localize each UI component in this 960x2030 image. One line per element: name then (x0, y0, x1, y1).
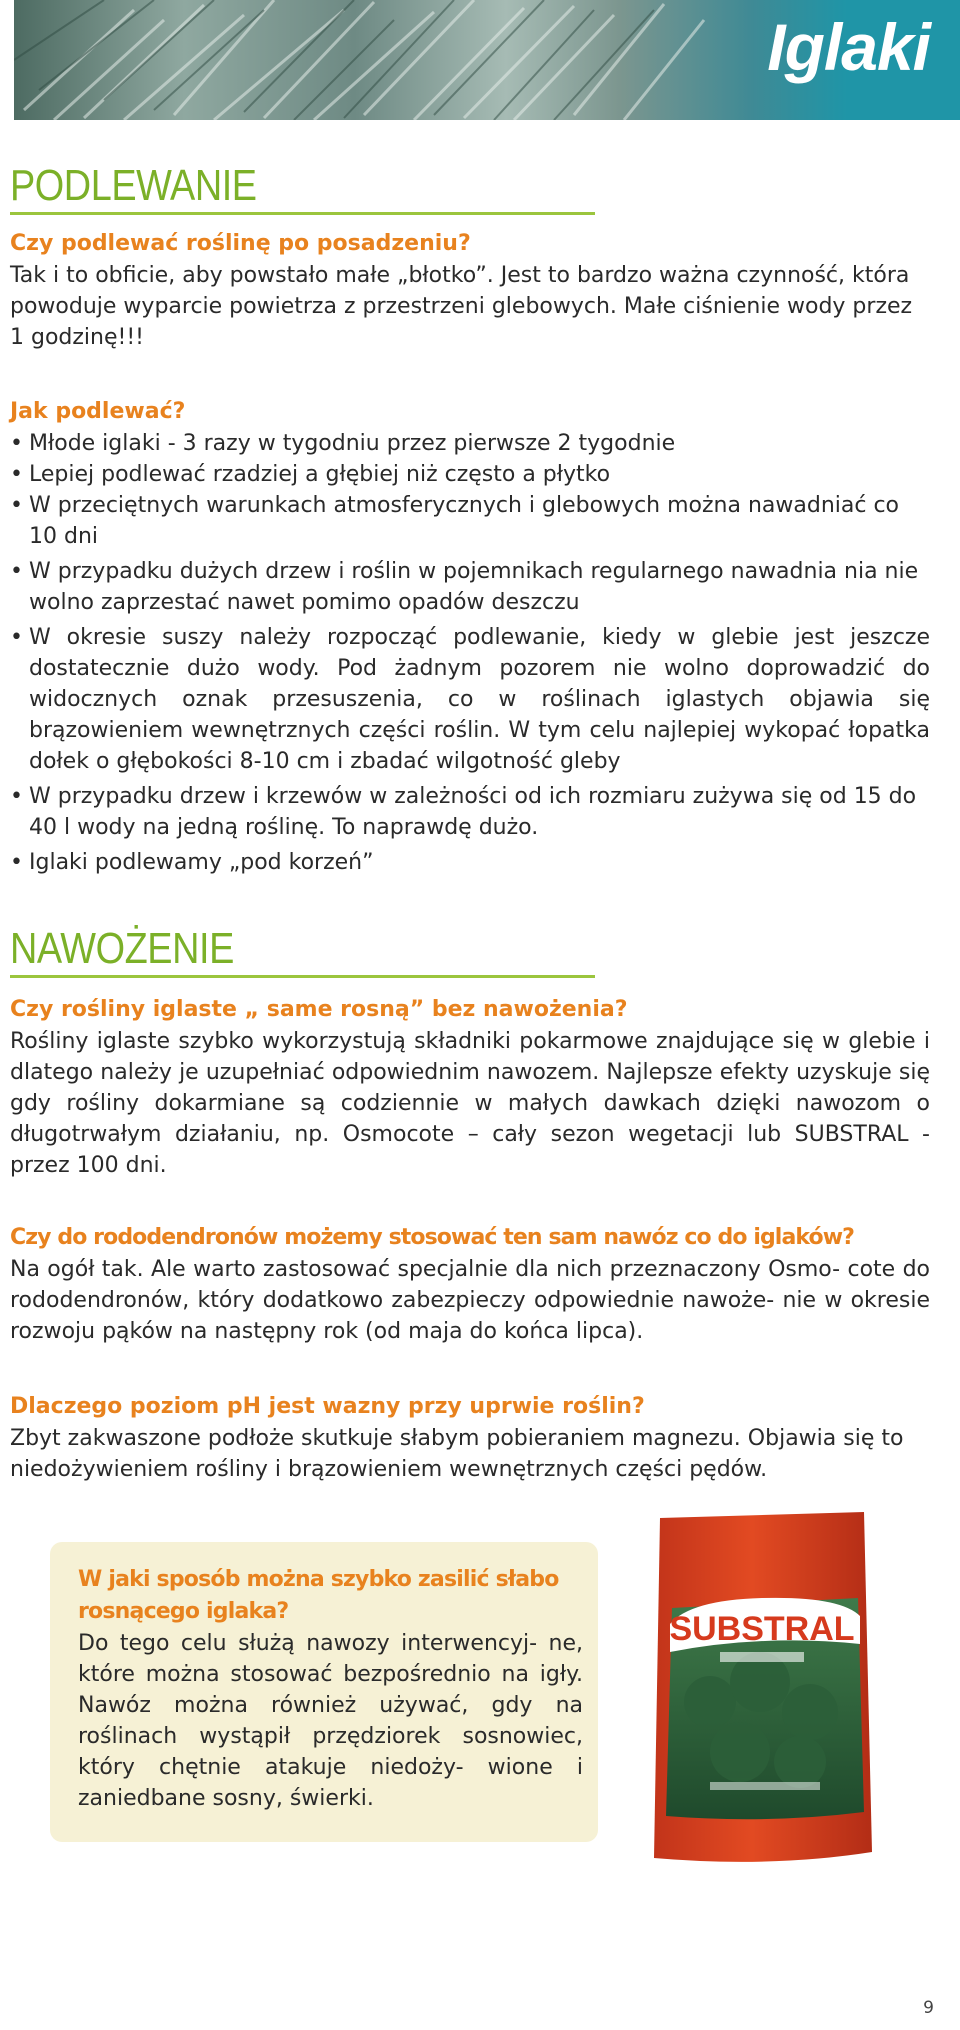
header-banner (14, 0, 960, 120)
answer-rhododendron-fertilizer: Na ogół tak. Ale warto zastosować specjalnie dla nich przeznaczony Osmo- cote do rododendronów, który dodatkowo zabezpieczy odpowiednie nawoże- nie w okresie rozwoju pąków na następny rok (od maja do końca lipca). (10, 1257, 930, 1344)
list-item: • W przypadku dużych drzew i roślin w pojemnikach regularnego nawadnia nia nie wolno zaprzestać nawet pomimo opadów deszczu (10, 559, 919, 615)
list-item: • W przypadku drzew i krzewów w zależności od ich rozmiaru zużywa się od 15 do 40 l wody na jedną roślinę. To naprawdę dużo. (10, 784, 917, 840)
question-rhododendron-fertilizer: Czy do rododendronów możemy stosować ten sam nawóz co do iglaków? (10, 1225, 855, 1250)
section-divider (10, 975, 595, 978)
question-watering-after-planting: Czy podlewać roślinę po posadzeniu? (10, 231, 471, 256)
tip-box-question: W jaki sposób można szybko zasilić słabo rosnącego iglaka? (78, 1567, 559, 1624)
section-title-watering: PODLEWANIE (10, 161, 257, 210)
list-item: • Iglaki podlewamy „pod korzeń” (10, 850, 374, 875)
page-number: 9 (923, 1998, 934, 2018)
section-divider (10, 212, 595, 215)
list-item: • Młode iglaki - 3 razy w tygodniu przez pierwsze 2 tygodnie (10, 431, 676, 456)
question-how-to-water: Jak podlewać? (10, 399, 186, 424)
answer-fertilizing-needed: Rośliny iglaste szybko wykorzystują składniki pokarmowe znajdujące się w glebie i dlatego należy je uzupełniać odpowiednim nawozem. Najlepsze efekty uzyskuje się gdy rośliny dokarmiane są codziennie w małych dawkach dzięki nawozom o długotrwałym działaniu, np. Osmocote – cały sezon wegetacji lub SUBSTRAL - przez 100 dni. (10, 1029, 930, 1178)
tip-box (50, 1542, 598, 1842)
answer-ph-importance: Zbyt zakwaszone podłoże skutkuje słabym pobieraniem magnezu. Objawia się to niedożywieniem rośliny i brązowieniem wewnętrznych części pędów. (10, 1426, 904, 1482)
list-item: • W okresie suszy należy rozpocząć podlewanie, kiedy w glebie jest jeszcze dostatecznie dużo wody. Pod żadnym pozorem nie wolno doprowadzić do widocznych oznak przesuszenia, co w roślinach iglastych objawia się brązowieniem wewnętrznych części roślin. W tym celu najlepiej wykopać łopatka dołek o głębokości 8-10 cm i zbadać wilgotność gleby (10, 625, 930, 774)
watering-tips-list (10, 428, 930, 878)
answer-watering-after-planting: Tak i to obficie, aby powstało małe „błotko”. Jest to bardzo ważna czynność, która powoduje wyparcie powietrza z przestrzeni glebowych. Małe ciśnienie wody przez 1 godzinę!!! (10, 263, 913, 350)
product-brand: SUBSTRAL (669, 1610, 855, 1648)
question-ph-importance: Dlaczego poziom pH jest wazny przy uprwie roślin? (10, 1394, 645, 1419)
header-title: Iglaki (767, 10, 930, 84)
tip-box-answer: Do tego celu służą nawozy interwencyj- ne, które można stosować bezpośrednio na igły. Nawóz można również używać, gdy na roślinach wystąpił przędziorek sosnowiec, który chętnie atakuje niedoży- wione i zaniedbane sosny, świerki. (78, 1631, 583, 1811)
section-title-fertilizing: NAWOŻENIE (10, 924, 234, 973)
question-fertilizing-needed: Czy rośliny iglaste „ same rosną” bez nawożenia? (10, 997, 628, 1022)
substral-product-image (650, 1512, 874, 1868)
list-item: • W przeciętnych warunkach atmosferycznych i glebowych można nawadniać co 10 dni (10, 493, 900, 549)
list-item: • Lepiej podlewać rzadziej a głębiej niż często a płytko (10, 462, 611, 487)
